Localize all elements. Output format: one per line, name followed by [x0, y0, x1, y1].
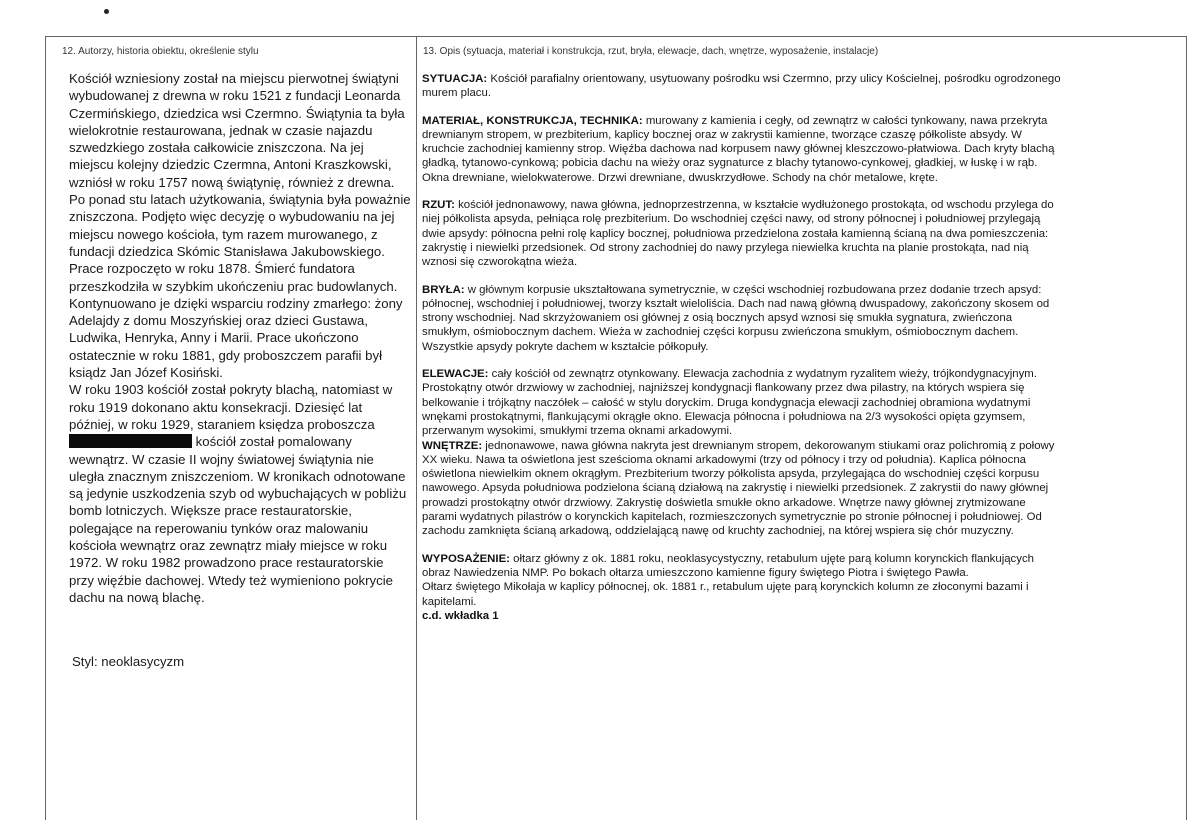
history-paragraph-1: Kościół wzniesiony został na miejscu pierwotnej świątyni wybudowanej z drewna w roku 1521 z fundacji Leonarda Czermińskiego, dziedzica wsi Czermno. Świątynia ta była wielokrotnie restaurowana, jednak w czasie najazdu szwedzkiego została całkowicie zniszczona. Na jej miejscu kolejny dziedzic Czermna, Antoni Kraszkowski, wzniósł w roku 1757 nową świątynię, również z drewna. Po ponad stu latach użytkowania, świątynia była poważnie zniszczona. Podjęto więc decyzję o wybudowaniu na jej miejscu nowego kościoła, tym razem murowanego, z fundacji dziedzica Skómic Stanisława Jakubowskiego. Prace rozpoczęto w roku 1878. Śmierć fundatora przeszkodziła w szybkim ukończeniu prac budowlanych. Kontynuowano je dzięki wsparciu rodziny zmarłego: żony Adelajdy z domu Moszyńskiej oraz dzieci Gustawa, Ludwika, Henryka, Anny i Marii. Prace ukończono ostatecznie w roku 1881, gdy proboszczem parafii był ksiądz Jan Józef Kosiński.	[69, 71, 411, 381]
material-label: MATERIAŁ, KONSTRUKCJA, TECHNIKA:	[422, 114, 643, 127]
sytuacja-label: SYTUACJA:	[422, 73, 488, 85]
right-border	[1186, 36, 1187, 820]
elewacje-label: ELEWACJE:	[422, 368, 489, 381]
rzut-paragraph	[422, 198, 1062, 269]
bryla-paragraph	[422, 283, 1062, 354]
history-paragraph-2	[69, 381, 411, 606]
column-divider	[416, 36, 417, 820]
rzut-label: RZUT:	[422, 199, 455, 212]
continuation-note: c.d. wkładka 1	[422, 609, 499, 622]
material-text: murowany z kamienia i cegły, od zewnątrz w całości tynkowany, nawa przekryta drewnianym stropem, w prezbiterium, kaplicy bocznej oraz w zakrystii kamienne, tworzące czaszę półkoliste absydy. W kruchcie zachodniej kamienny strop. Więźba dachowa nad korpusem nawy głównej kleszczowo-płatwiowa. Dach kryty blachą gładką, tytanowo-cynkową; pobicia dachu na wieży oraz sygnaturce z blachy tytanowo-cynkowej, gładkiej, w łuskę i w rąb. Okna drewniane, wielokwaterowe. Drzwi drewniane, dwuskrzydłowe. Schody na chór metalowe, kręte.	[422, 114, 1055, 184]
sytuacja-paragraph	[422, 72, 1062, 101]
section-13-header: 13. Opis (sytuacja, materiał i konstrukcja, rzut, bryła, elewacje, dach, wnętrze, wyposażenie, instalacje)	[423, 46, 879, 57]
wnetrze-label: WNĘTRZE:	[422, 439, 483, 452]
style-line: Styl: neoklasycyzm	[72, 654, 185, 669]
wyposazenie-label: WYPOSAŻENIE:	[422, 552, 510, 565]
scan-dot	[104, 9, 109, 14]
redaction-block	[69, 434, 192, 448]
section-12-header: 12. Autorzy, historia obiektu, określenie stylu	[62, 46, 259, 57]
top-border	[45, 36, 1187, 37]
wyposazenie-text: ołtarz główny z ok. 1881 roku, neoklasycystyczny, retabulum ujęte parą kolumn korynckich flankujących obraz Nawiedzenia NMP. Po bokach ołtarza umieszczono kamienne figury świętego Piotra i świętego Pawła.	[422, 552, 1034, 579]
bryla-text: w głównym korpusie ukształtowana symetrycznie, w części wschodniej rozbudowana przez dodanie trzech apsyd: północnej, wschodniej i południowej, tworzy kształt wieloliścia. Dach nad nawą główną dwuspadowy, zakończony skosem od strony wschodniej. Nad skrzyżowaniem osi głównej z osią bocznych apsyd wznosi się smukła sygnatura, zwieńczona smukłym, ośmiobocznym dachem. Wieża w zachodniej części korpusu zwieńczona smukłym, ośmiobocznym dachem. Wszystkie apsydy pokryte dachem w kształcie półkopuły.	[422, 283, 1050, 353]
elewacje-text: cały kościół od zewnątrz otynkowany. Elewacja zachodnia z wydatnym ryzalitem wieży, trójkondygnacyjnym. Prostokątny otwór drzwiowy w zachodniej, najniższej kondygnacji flankowany przez dwa pilastry, na których wspiera się belkowanie i trójkątny naczółek – całość w stylu doryckim. Druga kondygnacja elewacji zachodniej obramiona wydatnymi wnękami prostokątnymi, flankującymi okrągłe okno. Elewacja północna i południowa na 2/3 wysokości opięta gzymsem, przerwanym wysokimi, smukłymi trzema oknami arkadowymi.	[422, 368, 1037, 438]
bryla-label: BRYŁA:	[422, 283, 465, 296]
material-paragraph	[422, 114, 1062, 185]
sytuacja-text: Kościół parafialny orientowany, usytuowany pośrodku wsi Czermno, przy ulicy Kościelnej, pośrodku ogrodzonego murem placu.	[422, 73, 1061, 100]
history-paragraph-2-start: W roku 1903 kościół został pokryty blachą, natomiast w roku 1919 dokonano aktu konsekracji. Dziesięć lat później, w roku 1929, staraniem księdza proboszcza	[69, 382, 393, 432]
wnetrze-text: jednonawowe, nawa główna nakryta jest drewnianym stropem, dekorowanym stiukami oraz polichromią z połowy XX wieku. Nawa ta oświetlona jest sześcioma oknami arkadowymi (trzy od północy i trzy od południa). Kaplica północna oświetlona niewielkim oknem okrągłym. Prezbiterium tworzy półkolista apsyda, przylegająca do wschodniej części korpusu nawowego. Apsyda południowa podzielona ścianą działową na zakrystię i niewielki przedsionek. Z zakrystii do nawy głównej prowadzi prostokątny otwór drzwiowy. Zakrystię doświetla smukłe okno arkadowe. Wnętrze nawy głównej zrytmizowane parami wydatnych pilastrów o korynckich kapitelach, rozmieszczonych symetrycznie po stronie północnej i południowej. Od zachodu zamknięta ścianą arkadową, oddzielającą nawę od kruchty zachodniej, na której wspiera się chór muzyczny.	[422, 439, 1055, 538]
rzut-text: kościół jednonawowy, nawa główna, jednoprzestrzenna, w kształcie wydłużonego prostokąta, od wschodu przylega do niej półkolista apsyda, pełniąca rolę prezbiterium. Do wschodniej części nawy, od strony północnej i południowej przylegają dwie apsydy: północna pełni rolę kaplicy bocznej, południowa przedzielona została kamienną ścianą na dwa pomieszczenia: zakrystię i niewielki przedsionek. Od strony zachodniej do nawy przylega niewielka kruchta na planie prostokąta, nad nią wznosi się czworokątna wieża.	[422, 199, 1054, 269]
wyposazenie-paragraph	[422, 552, 1062, 581]
description-text	[422, 72, 1062, 623]
history-text	[69, 70, 411, 606]
elewacje-paragraph	[422, 367, 1062, 438]
wnetrze-paragraph	[422, 439, 1062, 539]
left-border	[45, 36, 46, 820]
wyposazenie-paragraph-2: Ołtarz świętego Mikołaja w kaplicy północnej, ok. 1881 r., retabulum ujęte parą korynckich kolumn ze złoconymi bazami i kapitelami.	[422, 581, 1029, 608]
history-paragraph-2-end: kościół został pomalowany wewnątrz. W czasie II wojny światowej świątynia nie uległa znacznym zniszczeniom. W kronikach odnotowane są jedynie uszkodzenia szyb od wybuchających w pobliżu bomb lotniczych. Większe prace restauratorskie, polegające na reperowaniu tynków oraz malowaniu kościoła wewnątrz oraz zewnątrz miały miejsce w roku 1972. W roku 1982 prowadzono prace restauratorskie przy więźbie dachowej. Wtedy też wymieniono pokrycie dachu na nową blachę.	[69, 434, 407, 605]
